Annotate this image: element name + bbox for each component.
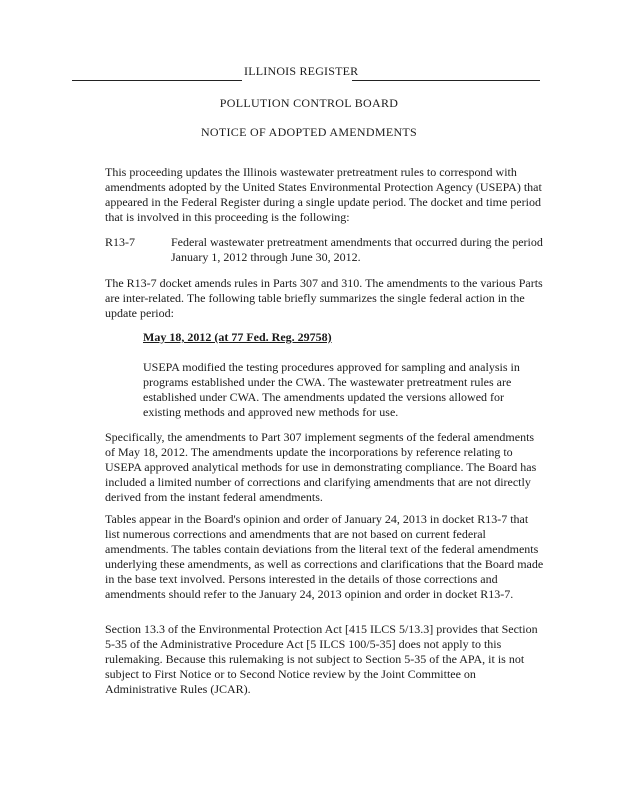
parts-paragraph: The R13-7 docket amends rules in Parts 307 and 310. The amendments to the various Parts are inter-related. The following table briefly summarizes the single federal action in the update period: <box>105 276 543 320</box>
specifically-paragraph: Specifically, the amendments to Part 307 implement segments of the federal amendments of May 18, 2012. The amendments update the incorporations by reference relating to USEPA approved analytical methods for use in demonstrating compliance. The Board has included a limited number of corrections and clarifying amendments that are not directly derived from the instant federal amendments. <box>105 430 537 504</box>
register-title: ILLINOIS REGISTER <box>244 64 359 78</box>
section-paragraph: Section 13.3 of the Environmental Protection Act [415 ILCS 5/13.3] provides that Section 5-35 of the Administrative Procedure Act [5 ILCS 100/5-35] does not apply to this rulemaking. Because this rulemaking is not subject to Section 5-35 of the APA, it is not subject to First Notice or to Second Notice review by the Joint Committee on Administrative Rules (JCAR). <box>105 622 538 696</box>
header-rule-right <box>352 70 540 81</box>
federal-action-text: USEPA modified the testing procedures approved for sampling and analysis in programs established under the CWA. The wastewater pretreatment rules are established under CWA. The amendments updated the versions allowed for existing methods and approved new methods for use. <box>143 360 520 419</box>
agency-name: POLLUTION CONTROL BOARD <box>219 96 399 110</box>
docket-id: R13-7 <box>105 235 135 249</box>
federal-action-heading: May 18, 2012 (at 77 Fed. Reg. 29758) <box>143 330 332 344</box>
notice-title: NOTICE OF ADOPTED AMENDMENTS <box>200 125 418 139</box>
docket-description: Federal wastewater pretreatment amendments that occurred during the period January 1, 2012 through June 30, 2012. <box>171 235 543 264</box>
header-rule-left <box>72 70 242 81</box>
tables-paragraph: Tables appear in the Board's opinion and order of January 24, 2013 in docket R13-7 that list numerous corrections and amendments that are not based on current federal amendments. The tables contain deviations from the literal text of the federal amendments underlying these amendments, as well as corrections and clarifications that the Board made in the base text involved. Persons interested in the details of those corrections and amendments should refer to the January 24, 2013 opinion and order in docket R13-7. <box>105 512 544 601</box>
intro-paragraph: This proceeding updates the Illinois wastewater pretreatment rules to correspond with amendments adopted by the United States Environmental Protection Agency (USEPA) that appeared in the Federal Register during a single update period. The docket and time period that is involved in this proceeding is the following: <box>105 165 542 224</box>
